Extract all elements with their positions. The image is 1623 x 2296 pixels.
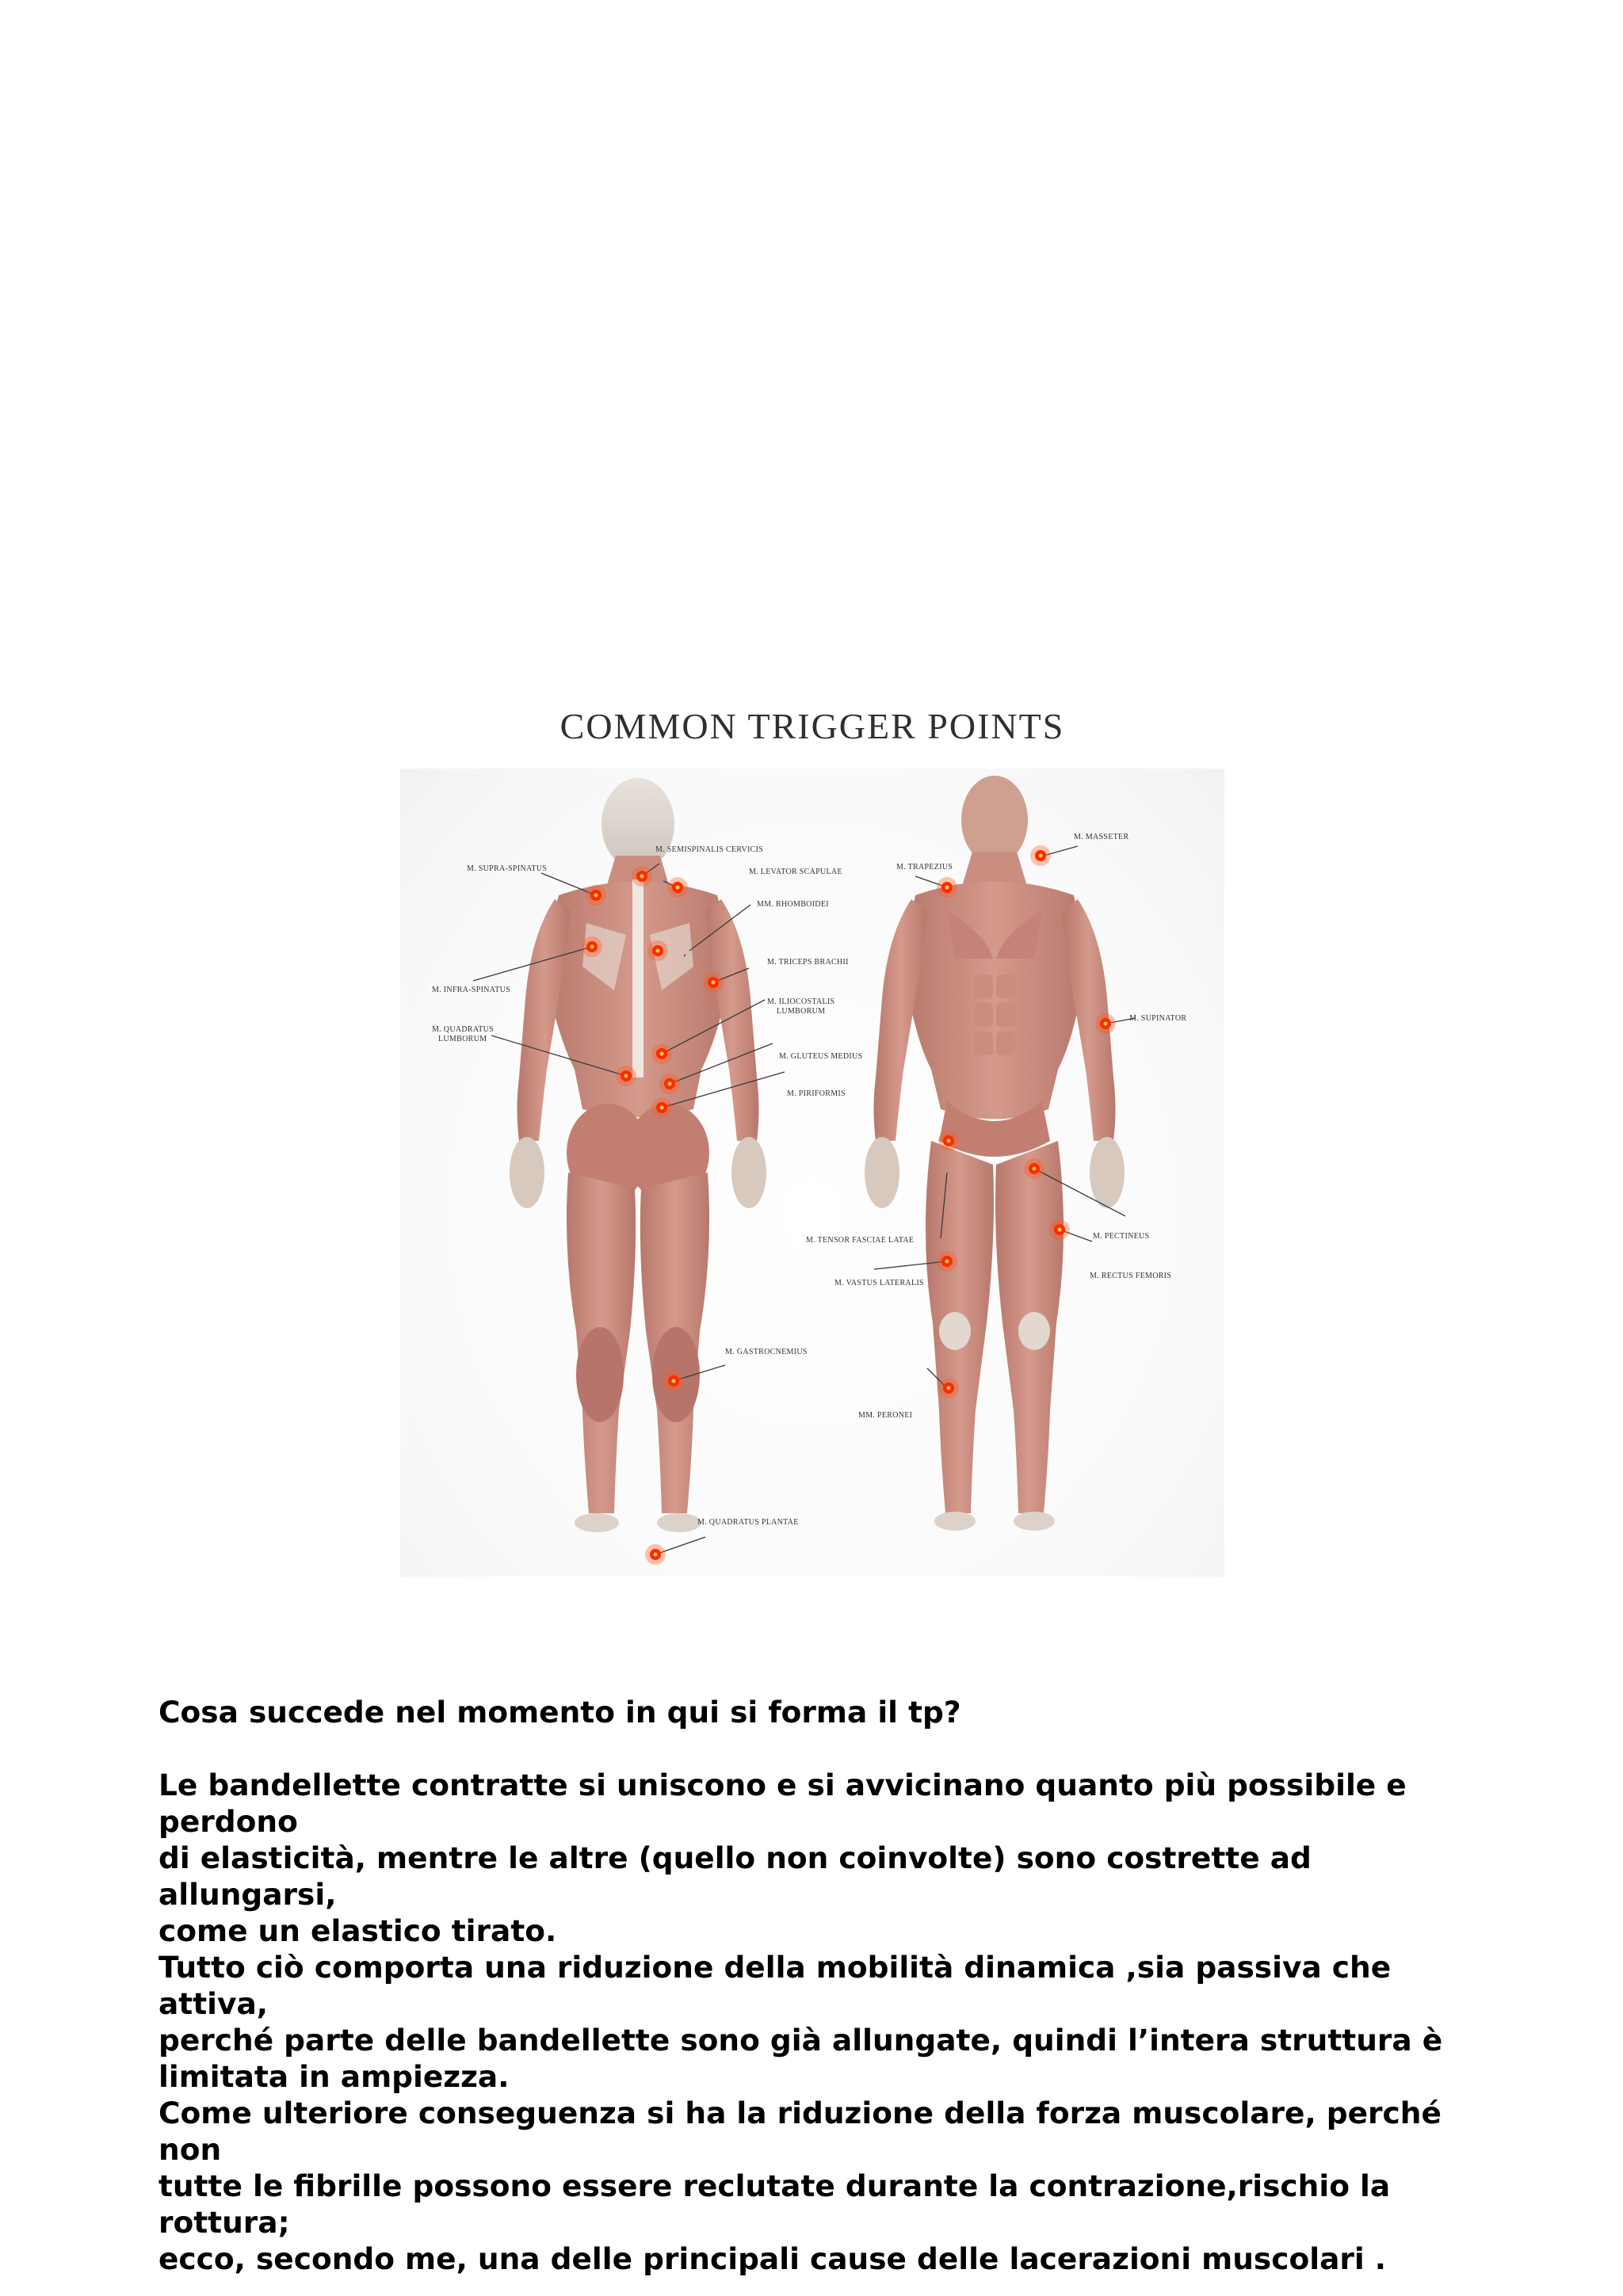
- trigger-point: [582, 936, 602, 957]
- trigger-point: [937, 877, 957, 898]
- trigger-point: [667, 877, 688, 898]
- label-gluteus: M. GLUTEUS MEDIUS: [779, 1052, 863, 1061]
- paragraph-line: Le bandellette contratte si uniscono e si avvicinano quanto più possibile e perdono: [158, 1768, 1407, 1839]
- question-heading: Cosa succede nel momento in qui si forma il tp?: [158, 1695, 961, 1730]
- trigger-point: [586, 885, 606, 906]
- label-peronei: MM. PERONEI: [858, 1411, 913, 1420]
- label-supraspinatus: M. SUPRA-SPINATUS: [467, 864, 548, 873]
- label-masseter: M. MASSETER: [1074, 833, 1129, 841]
- label-pectineus: M. PECTINEUS: [1093, 1232, 1150, 1241]
- trigger-point: [703, 972, 724, 993]
- paragraph-line: limitata in ampiezza.: [158, 2059, 510, 2094]
- label-vastus: M. VASTUS LATERALIS: [834, 1279, 924, 1287]
- trigger-point: [1049, 1219, 1070, 1240]
- label-rectus: M. RECTUS FEMORIS: [1090, 1272, 1172, 1280]
- label-quadratus-plantae: M. QUADRATUS PLANTAE: [697, 1518, 799, 1527]
- trigger-point: [938, 1131, 959, 1151]
- label-piriformis: M. PIRIFORMIS: [787, 1089, 846, 1098]
- label-gastrocnemius: M. GASTROCNEMIUS: [725, 1348, 808, 1356]
- label-quadratus-1: M. QUADRATUS: [432, 1025, 495, 1034]
- trigger-point: [1024, 1158, 1044, 1179]
- body-text: [158, 1694, 1490, 2277]
- label-triceps: M. TRICEPS BRACHII: [767, 958, 849, 967]
- trigger-point: [645, 1544, 666, 1565]
- paragraph-line: Come ulteriore conseguenza si ha la riduzione della forza muscolare, perché non: [158, 2096, 1442, 2167]
- paragraph-line: tutte le fibrille possono essere reclutate durante la contrazione,rischio la rottura;: [158, 2168, 1391, 2240]
- trigger-point: [632, 866, 652, 887]
- trigger-point: [938, 1378, 959, 1398]
- label-levator: M. LEVATOR SCAPULAE: [749, 868, 842, 876]
- trigger-point: [651, 1097, 672, 1118]
- label-supinator: M. SUPINATOR: [1129, 1014, 1187, 1023]
- trigger-point: [1095, 1013, 1116, 1034]
- paragraph-line: perché parte delle bandellette sono già allungate, quindi l’intera struttura è: [158, 2023, 1443, 2058]
- trigger-points-figure: [400, 697, 1224, 1577]
- trigger-point: [647, 940, 668, 961]
- label-quadratus-2: LUMBORUM: [438, 1035, 487, 1043]
- trigger-point: [1030, 845, 1051, 866]
- trigger-point: [937, 1251, 957, 1272]
- label-iliocostalis-1: M. ILIOCOSTALIS: [767, 997, 835, 1006]
- trigger-point: [616, 1066, 636, 1086]
- label-rhomboidei: MM. RHOMBOIDEI: [757, 900, 829, 909]
- anatomy-illustration: [400, 697, 1224, 1577]
- figure-title: COMMON TRIGGER POINTS: [559, 706, 1065, 746]
- trigger-point: [659, 1074, 680, 1094]
- paragraph-line: come un elastico tirato.: [158, 1913, 557, 1948]
- label-trapezius: M. TRAPEZIUS: [896, 863, 953, 871]
- paragraph-line: ecco, secondo me, una delle principali cause delle lacerazioni muscolari .: [158, 2241, 1387, 2276]
- label-iliocostalis-2: LUMBORUM: [777, 1007, 826, 1016]
- paragraph-line: Tutto ciò comporta una riduzione della mobilità dinamica ,sia passiva che attiva,: [158, 1950, 1392, 2021]
- trigger-point: [651, 1043, 672, 1064]
- trigger-point: [663, 1371, 684, 1391]
- back-view-figure: [510, 778, 766, 1532]
- label-semispinalis: M. SEMISPINALIS CERVICIS: [655, 845, 764, 854]
- paragraph-line: di elasticità, mentre le altre (quello non coinvolte) sono costrette ad allungarsi,: [158, 1840, 1312, 1912]
- label-tensor: M. TENSOR FASCIAE LATAE: [806, 1236, 915, 1245]
- label-infraspinatus: M. INFRA-SPINATUS: [432, 986, 511, 994]
